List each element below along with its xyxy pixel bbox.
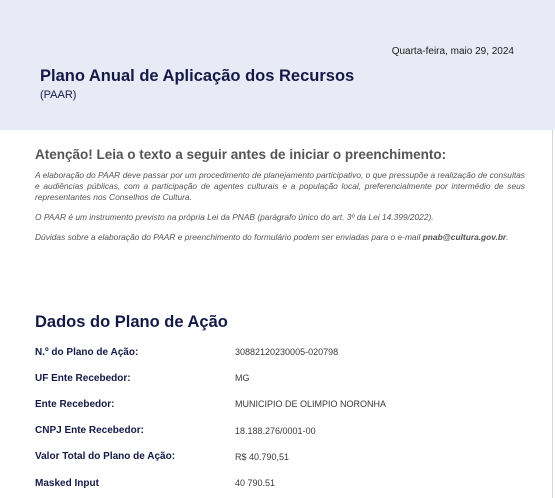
content-border bbox=[552, 130, 553, 498]
header-date: Quarta-feira, maio 29, 2024 bbox=[391, 46, 514, 57]
page-header bbox=[0, 0, 555, 130]
attention-paragraph-2: O PAAR é um instrumento previsto na própria Lei da PNAB (parágrafo único do art. 3º da Lei 14.399/2022). bbox=[35, 212, 434, 222]
detail-value: 18.188.276/0001-00 bbox=[235, 425, 316, 436]
plan-details bbox=[35, 339, 525, 496]
detail-row-recipient bbox=[35, 391, 525, 417]
detail-label: CNPJ Ente Recebedor: bbox=[35, 425, 144, 437]
attention-paragraph-3-end: . bbox=[506, 232, 509, 242]
detail-value: 30882120230005-020798 bbox=[235, 347, 339, 358]
detail-label: Ente Recebedor: bbox=[35, 398, 115, 410]
detail-label: UF Ente Recebedor: bbox=[35, 372, 131, 384]
attention-paragraph-3 bbox=[35, 232, 525, 243]
detail-row-uf bbox=[35, 365, 525, 391]
attention-paragraph-3-text: Dúvidas sobre a elaboração do PAAR e preenchimento do formulário podem ser enviadas para o e-mail bbox=[35, 232, 423, 242]
detail-value: R$ 40.790,51 bbox=[235, 451, 290, 462]
contact-email: pnab@cultura.gov.br bbox=[422, 232, 507, 242]
page-subtitle: (PAAR) bbox=[40, 89, 77, 101]
detail-row-plan-number bbox=[35, 339, 525, 365]
attention-title: Atenção! Leia o texto a seguir antes de iniciar o preenchimento: bbox=[35, 147, 447, 162]
detail-row-total-value bbox=[35, 444, 525, 470]
attention-paragraph-1: A elaboração do PAAR deve passar por um procedimento de planejamento participativo, o que pressupõe a realização de consultas e audiências públicas, com a participação de agentes culturais e a população local, preferencialmente por intermédio de seus representantes nos Conselhos de Cultura. bbox=[35, 170, 525, 202]
detail-label: Masked Input bbox=[35, 477, 99, 489]
detail-label: Valor Total do Plano de Ação: bbox=[35, 451, 176, 463]
detail-value: MG bbox=[235, 373, 250, 384]
detail-label: N.º do Plano de Ação: bbox=[35, 346, 139, 358]
detail-row-masked-input bbox=[35, 470, 525, 496]
page-title: Plano Anual de Aplicação dos Recursos bbox=[40, 67, 355, 85]
attention-notice bbox=[35, 147, 525, 252]
detail-row-cnpj bbox=[35, 418, 525, 444]
section-title: Dados do Plano de Ação bbox=[35, 313, 228, 331]
detail-value: MUNICIPIO DE OLIMPIO NORONHA bbox=[235, 399, 387, 410]
masked-input-value: 40 790.51 bbox=[235, 478, 276, 489]
